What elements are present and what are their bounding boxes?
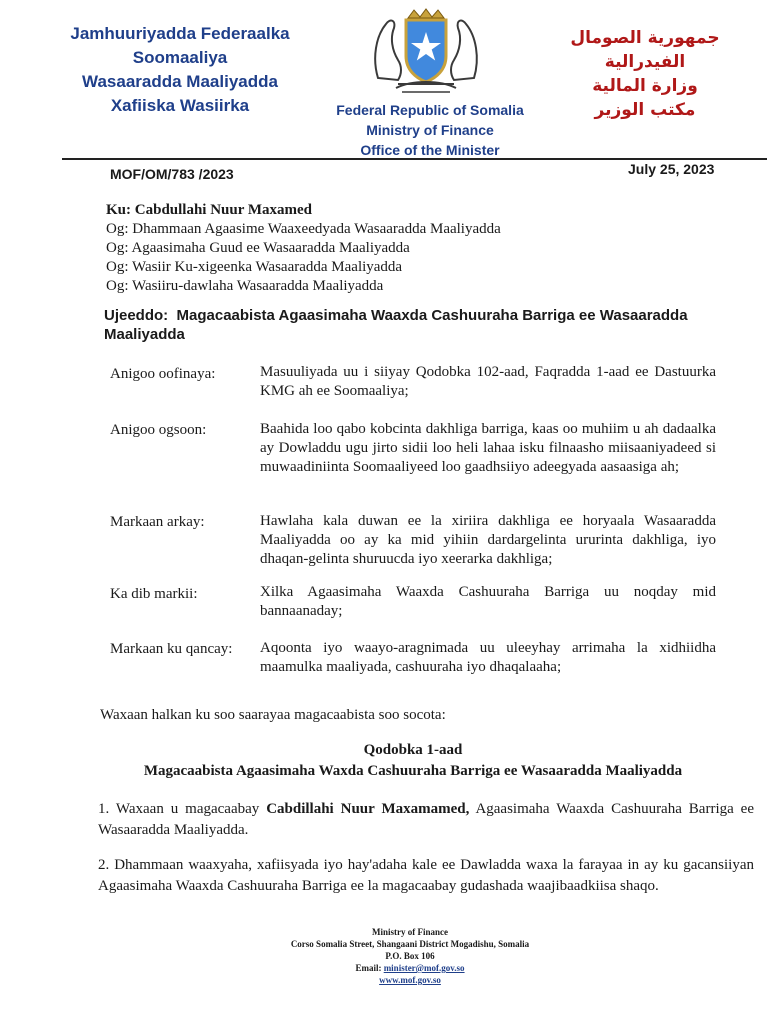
- header-somali: [40, 22, 320, 118]
- letter-date: July 25, 2023: [628, 161, 715, 177]
- header-english-line: Ministry of Finance: [366, 122, 494, 138]
- article-title-block: [60, 740, 766, 782]
- clause-text: Aqoonta iyo waayo-aragnimada uu uleeyhay arrimaha la xidhiidha maamulka maaliyada, cashuuraha iyo dhaqalaaha;: [260, 640, 716, 675]
- clause-label: Markaan ku qancay:: [110, 641, 233, 657]
- paragraph-text: 1. Waxaan u magacaabay: [98, 801, 267, 817]
- recipient-list: [106, 201, 501, 296]
- coat-of-arms-emblem: [368, 8, 484, 98]
- footer-line: P.O. Box 106: [385, 951, 435, 961]
- recipient-line: [106, 239, 501, 258]
- clause-text: Xilka Agaasimaha Waaxda Cashuuraha Barriga uu noqday mid bannaanaday;: [260, 584, 716, 619]
- footer-address: [250, 926, 570, 986]
- paragraph-text: Agaasimaha Waaxda Cashuuraha Barriga ee Wasaaradda Maaliyadda.: [98, 801, 754, 838]
- header-somali-line: Xafiiska Wasiirka: [110, 96, 250, 115]
- header-english-line: Office of the Minister: [360, 142, 500, 158]
- footer-website-link[interactable]: www.mof.gov.so: [379, 975, 441, 985]
- header-english: [300, 100, 560, 160]
- header-arabic-line: وزارة المالية: [592, 76, 698, 96]
- clause-label: Ka dib markii:: [110, 586, 198, 602]
- clause-label: Anigoo oofinaya:: [110, 366, 216, 382]
- recipient-line: [106, 277, 501, 296]
- recipient-prefix: Og:: [106, 240, 129, 256]
- recipient-line: [106, 220, 501, 239]
- recipient-prefix: Ku:: [106, 202, 132, 218]
- subject-text-cont: Maaliyadda: [104, 326, 185, 343]
- recipient-name: Dhammaan Agaasime Waaxeedyada Wasaaradda Maaliyadda: [132, 221, 501, 237]
- subject-first-line: [104, 306, 744, 325]
- header-english-line: Federal Republic of Somalia: [336, 102, 524, 118]
- paragraph-2: [98, 855, 754, 897]
- clause-text: Baahida loo qabo kobcinta dakhliga barriga, kaas oo muhiim u ah dadaalka ay Dowladdu ugu jirto sidii loo heli lahaa isku filnaasho miisaaniyadeed si muwaadiniinta Soomaaliyeed loo gaadhsiiyo adeegyada aasaasiga ah;: [260, 421, 716, 475]
- header-arabic: [530, 26, 760, 122]
- appointee-name: Cabdillahi Nuur Maxamamed,: [266, 801, 470, 817]
- recipient-name: Wasiiru-dawlaha Wasaaradda Maaliyadda: [131, 278, 384, 294]
- subject-label: Ujeeddo:: [104, 307, 169, 324]
- clause-label: Markaan arkay:: [110, 514, 205, 530]
- header-divider: [62, 158, 767, 160]
- recipient-name: Wasiir Ku-xigeenka Wasaaradda Maaliyadda: [131, 259, 403, 275]
- header-arabic-line: مكتب الوزير: [594, 100, 696, 120]
- header-somali-line: Jamhuuriyadda Federaalka: [70, 24, 290, 43]
- subject-text: Magacaabista Agaasimaha Waaxda Cashuuraha Barriga ee Wasaaradda: [176, 307, 688, 324]
- recipient-name: Cabdullahi Nuur Maxamed: [134, 202, 313, 218]
- clause-text: Hawlaha kala duwan ee la xiriira dakhliga ee horyaala Wasaaradda Maaliyadda oo ay ka mid yihiin dardargelinta ururinta dakhliga, iyo dhaqan-gelinta shuruucda iyo xeerarka dakhliga;: [260, 513, 716, 567]
- recipient-line: [106, 258, 501, 277]
- paragraph-text: 2. Dhammaan waaxyaha, xafiisyada iyo hay'adaha kale ee Dawladda waxa la farayaa in ay ku gacansiiyan Agaasimaha Waaxda Cashuuraha Barriga ee la magacaabay gudashada waajibaadkiisa shaqo.: [98, 857, 754, 894]
- recipient-prefix: Og:: [106, 259, 129, 275]
- article-title: Magacaabista Agaasimaha Waxda Cashuuraha Barriga ee Wasaaradda Maaliyadda: [143, 763, 683, 779]
- subject-line: [104, 306, 744, 344]
- recipient-name: Agaasimaha Guud ee Wasaaradda Maaliyadda: [131, 240, 410, 256]
- intro-statement: Waxaan halkan ku soo saarayaa magacaabista soo socota:: [100, 707, 446, 723]
- recipient-line: [106, 201, 501, 220]
- footer-email-label: Email:: [355, 963, 382, 973]
- header-arabic-line: جمهورية الصومال الفيدرالية: [570, 28, 720, 72]
- header-somali-line: Wasaaradda Maaliyadda: [82, 72, 278, 91]
- article-heading: Qodobka 1-aad: [363, 742, 463, 758]
- paragraph-1: [98, 799, 754, 841]
- clause-label: Anigoo ogsoon:: [110, 422, 207, 438]
- header-somali-line: Soomaaliya: [132, 48, 228, 67]
- footer-email-link[interactable]: minister@mof.gov.so: [383, 963, 465, 973]
- clause-text: Masuuliyada uu i siiyay Qodobka 102-aad, Faqradda 1-aad ee Dastuurka KMG ah ee Soomaaliya;: [260, 364, 716, 399]
- reference-number: MOF/OM/783 /2023: [110, 166, 234, 182]
- footer-line: Ministry of Finance: [372, 927, 448, 937]
- recipient-prefix: Og:: [106, 221, 129, 237]
- footer-line: Corso Somalia Street, Shangaani District Mogadishu, Somalia: [290, 939, 530, 949]
- footer-email-line: [250, 962, 570, 974]
- recipient-prefix: Og:: [106, 278, 129, 294]
